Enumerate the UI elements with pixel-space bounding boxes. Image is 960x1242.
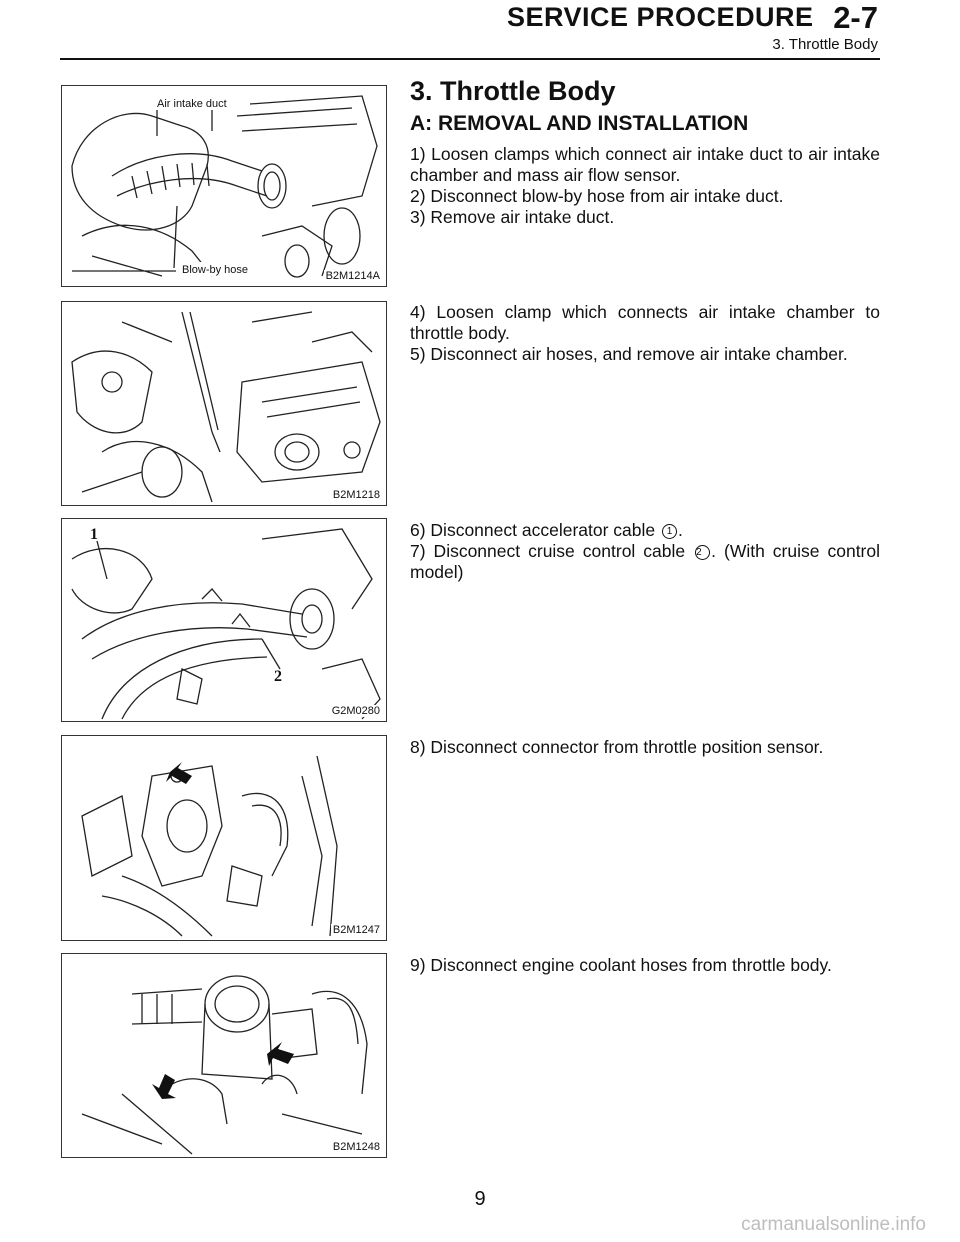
step-9: 9) Disconnect engine coolant hoses from throttle body. — [410, 955, 832, 975]
section-title: 3. Throttle Body — [410, 76, 616, 106]
figure-air-intake-chamber — [61, 301, 387, 506]
figure-code: B2M1247 — [332, 924, 380, 936]
engine-illustration-2 — [62, 302, 386, 505]
engine-illustration-1 — [62, 86, 386, 286]
figure-coolant-hoses — [61, 953, 387, 1158]
step-7-text: 7) Disconnect cruise control cable — [410, 541, 694, 561]
figure-code: G2M0280 — [331, 705, 380, 717]
step-6-end: . — [677, 520, 683, 540]
figure-code: B2M1218 — [332, 489, 380, 501]
label-blow-by-hose: Blow-by hose — [182, 264, 249, 276]
steps-block-5 — [410, 955, 880, 976]
label-air-intake-duct: Air intake duct — [157, 98, 227, 110]
step-7-end: . (With cruise control model) — [410, 541, 881, 582]
step-2: 2) Disconnect blow-by hose from air intake duct. — [410, 186, 784, 206]
engine-illustration-3 — [62, 519, 386, 721]
section-code: 2-7 — [833, 0, 878, 35]
step-6 — [410, 520, 880, 541]
callout-2: 2 — [274, 668, 282, 685]
pointer-arrow-icon — [166, 762, 192, 784]
subsection-title: A: REMOVAL AND INSTALLATION — [410, 112, 749, 135]
callout-ref-2: 2 — [695, 545, 710, 560]
page-number: 9 — [474, 1188, 486, 1210]
steps-block-1 — [410, 144, 880, 228]
step-1: 1) Loosen clamps which connect air intake duct to air intake chamber and mass air flow sensor. — [410, 144, 880, 185]
figure-code: B2M1248 — [332, 1141, 380, 1153]
step-4: 4) Loosen clamp which connects air intake chamber to throttle body. — [410, 302, 880, 343]
figure-accelerator-cable — [61, 518, 387, 722]
header-rule — [60, 58, 880, 60]
pointer-arrow-icon — [152, 1074, 176, 1099]
figure-air-intake-duct — [61, 85, 387, 287]
step-5: 5) Disconnect air hoses, and remove air intake chamber. — [410, 344, 848, 364]
step-6-text: 6) Disconnect accelerator cable — [410, 520, 660, 540]
steps-block-4 — [410, 737, 880, 758]
callout-1: 1 — [90, 526, 98, 543]
step-3: 3) Remove air intake duct. — [410, 207, 615, 227]
figure-code: B2M1214A — [325, 270, 380, 282]
callout-ref-1: 1 — [662, 524, 677, 539]
step-8: 8) Disconnect connector from throttle position sensor. — [410, 737, 824, 757]
header-title: SERVICE PROCEDURE — [507, 2, 814, 32]
engine-illustration-4 — [62, 736, 386, 940]
watermark: carmanualsonline.info — [741, 1214, 926, 1235]
figure-throttle-position-sensor — [61, 735, 387, 941]
page-header — [0, 0, 960, 60]
engine-illustration-5 — [62, 954, 386, 1157]
header-subtitle: 3. Throttle Body — [772, 36, 878, 53]
step-7 — [410, 541, 880, 583]
steps-block-3 — [410, 520, 880, 583]
steps-block-2 — [410, 302, 880, 365]
